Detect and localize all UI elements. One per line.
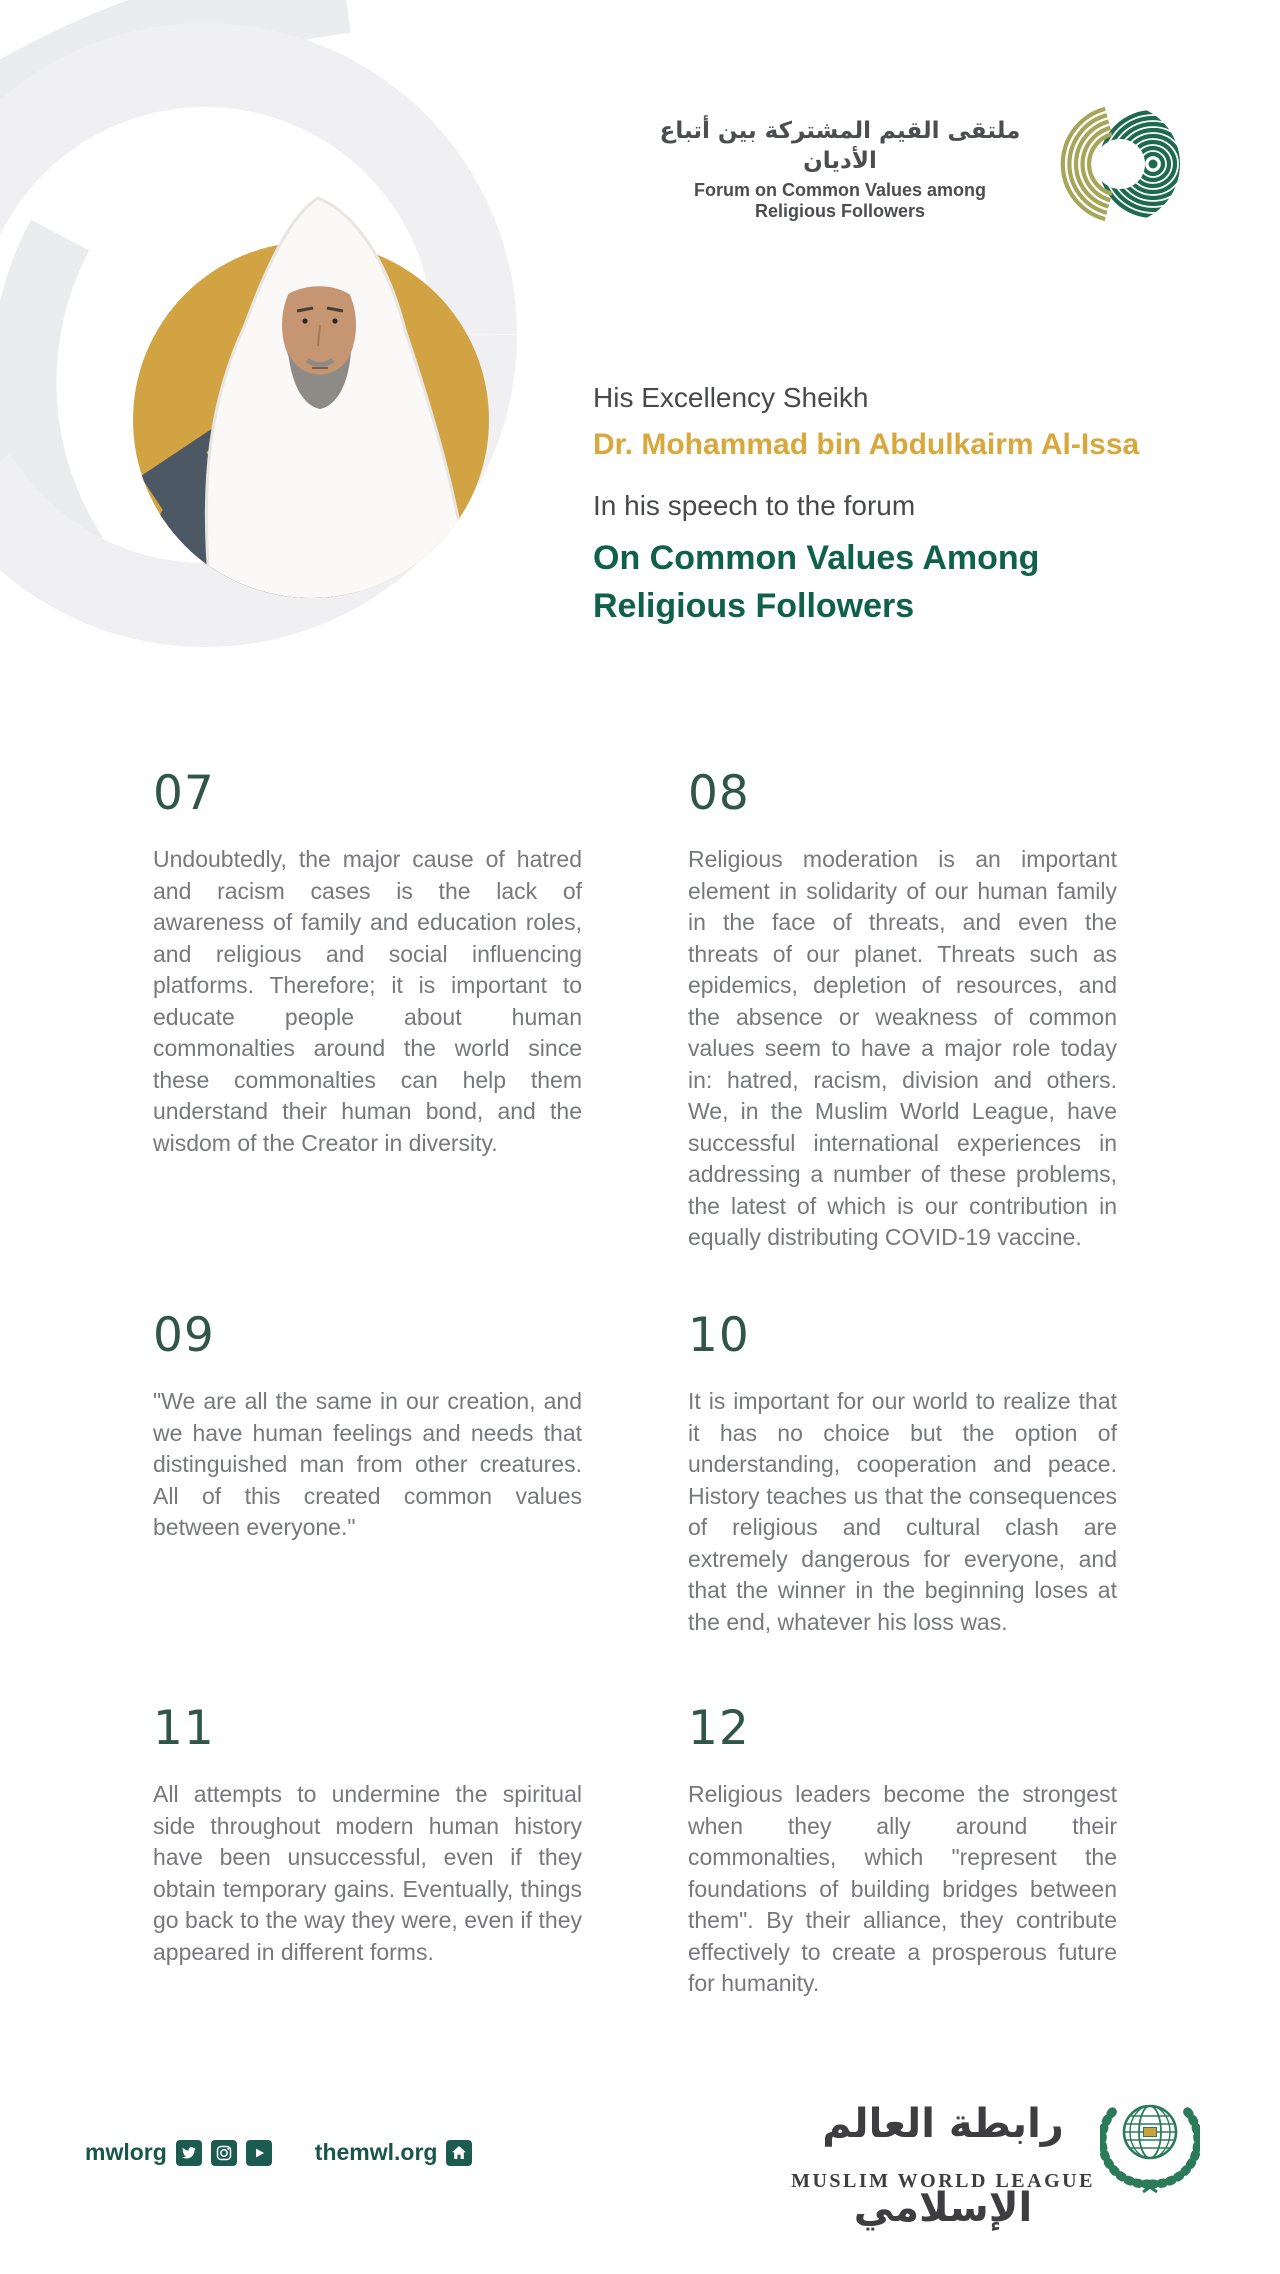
section-11 xyxy=(153,1703,582,1968)
speaker-name: Dr. Mohammad bin Abdulkairm Al-Issa xyxy=(593,428,1140,461)
home-button[interactable] xyxy=(446,2140,472,2166)
social-handle: mwlorg xyxy=(85,2139,167,2165)
speech-title-line2: Religious Followers xyxy=(593,587,915,625)
section-text: It is important for our world to realize that it has no choice but the option of understanding, cooperation and peace. History teaches us that the consequences of religious and cultural clash are extremely dangerous for everyone, and that the winner in the beginning loses at the end, whatever his loss was. xyxy=(688,1388,1117,1635)
section-text: All attempts to undermine the spiritual side throughout modern human history have been unsuccessful, even if they obtain temporary gains. Eventually, things go back to the way they were, even if they appeared in different forms. xyxy=(153,1781,582,1965)
section-number: 12 xyxy=(688,1701,750,1756)
section-number: 10 xyxy=(688,1308,750,1363)
section-text: Religious leaders become the strongest when they ally around their commonalties, which "represent the foundations of building bridges between them". By their alliance, they contribute effectively to create a prosperous future for humanity. xyxy=(688,1781,1117,1996)
section-text: "We are all the same in our creation, and we have human feelings and needs that distinguished man from other creatures. All of this created common values between everyone." xyxy=(153,1388,582,1540)
speech-title-line1: On Common Values Among xyxy=(593,539,1040,577)
instagram-icon xyxy=(216,2145,232,2161)
home-icon xyxy=(451,2145,467,2160)
section-text: Undoubtedly, the major cause of hatred and racism cases is the lack of awareness of family and education roles, and religious and social influencing platforms. Therefore; it is important to educate people about human commonalties around the world since these commonalties can help them understand their human bond, and the wisdom of the Creator in diversity. xyxy=(153,846,582,1156)
speaker-pretitle: His Excellency Sheikh xyxy=(593,382,869,413)
mwl-wordmark: MUSLIM WORLD LEAGUE xyxy=(791,2170,1095,2192)
forum-logo-icon xyxy=(1058,94,1188,234)
section-number: 11 xyxy=(153,1701,215,1756)
mwl-emblem xyxy=(1100,2086,1200,2201)
section-number: 07 xyxy=(153,766,215,821)
section-10 xyxy=(688,1310,1117,1638)
twitter-button[interactable] xyxy=(176,2140,202,2166)
footer-links xyxy=(85,2139,472,2166)
speaker-block xyxy=(593,382,1233,630)
forum-title-block xyxy=(640,116,1040,222)
forum-title-arabic: ملتقى القيم المشتركة بين أتباع الأديان xyxy=(659,118,1021,174)
section-number: 09 xyxy=(153,1308,215,1363)
speech-intro: In his speech to the forum xyxy=(593,490,916,521)
youtube-icon xyxy=(252,2146,266,2160)
section-text: Religious moderation is an important element in solidarity of our human family in the face of threats, and even the threats of our planet. Threats such as epidemics, depletion of resources, and the absence or weakness of common values seem to have a major role today in: hatred, racism, division and others. We, in the Muslim World League, have successful international experiences in addressing a number of these problems, the latest of which is our contribution in equally distributing COVID-19 vaccine. xyxy=(688,846,1117,1250)
section-number: 08 xyxy=(688,766,750,821)
sheikh-portrait xyxy=(60,120,520,640)
section-12 xyxy=(688,1703,1117,2000)
forum-title-english-line2: Religious Followers xyxy=(754,201,926,221)
forum-title-english-line1: Forum on Common Values among xyxy=(693,180,987,200)
section-09 xyxy=(153,1310,582,1544)
twitter-icon xyxy=(181,2146,197,2160)
instagram-button[interactable] xyxy=(211,2140,237,2166)
section-07 xyxy=(153,768,582,1159)
website-url: themwl.org xyxy=(314,2139,438,2165)
mwl-calligraphy: رابطة العالم الإسلامي xyxy=(822,2101,1064,2231)
section-08 xyxy=(688,768,1117,1254)
youtube-button[interactable] xyxy=(246,2140,272,2166)
